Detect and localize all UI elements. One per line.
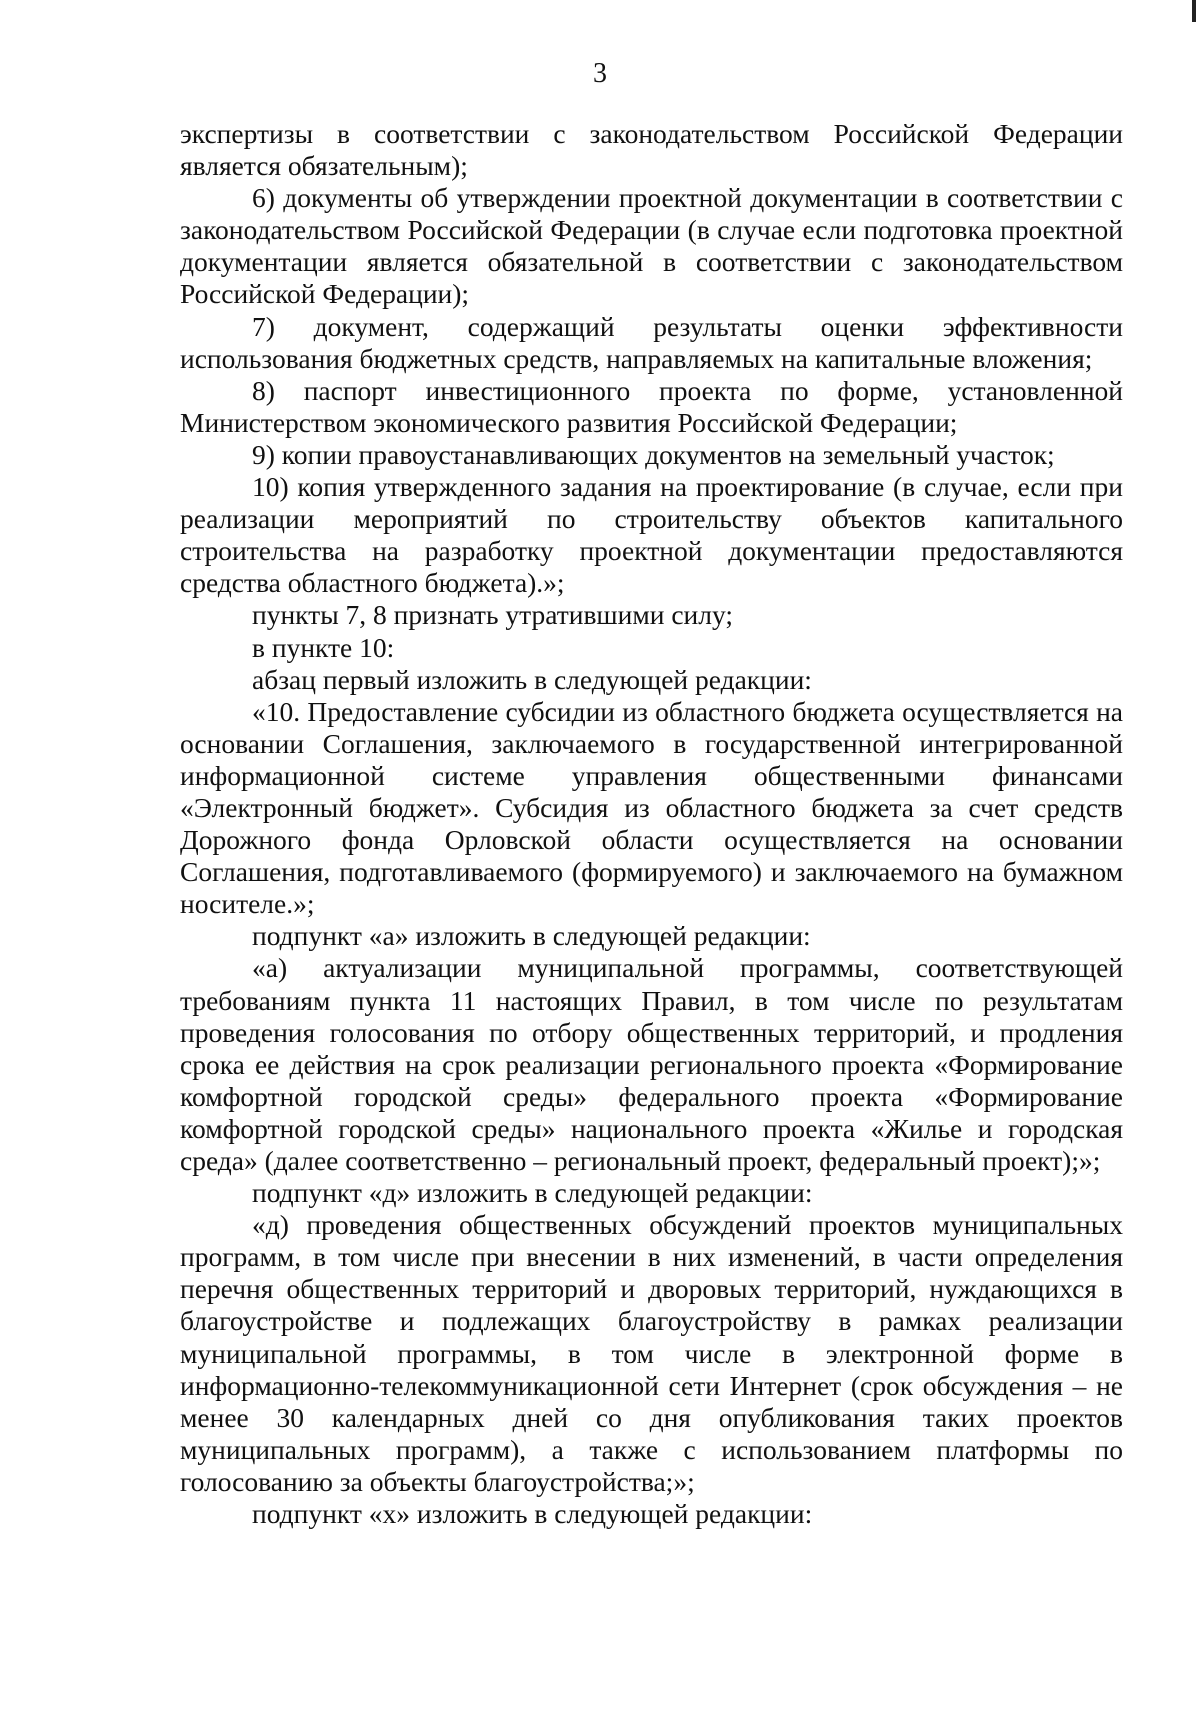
- paragraph-subpoint-a-text: «а) актуализации муниципальной программы, соответствующей требованиям пункта 11 настоящих Правил, в том числе по результатам проведения голосования по отбору общественных территорий, и продления срока ее действия на срок реализации регионального проекта «Формирование комфортной городской среды» федерального проекта «Формирование комфортной городской среды» национального проекта «Жилье и городская среда» (далее соответственно – региональный проект, федеральный проект);»;: [180, 952, 1123, 1176]
- paragraph-points-repealed: пункты 7, 8 признать утратившими силу;: [252, 599, 733, 631]
- list-item-9: 9) копии правоустанавливающих документов на земельный участок;: [252, 438, 1055, 470]
- document-body: [180, 118, 1123, 1530]
- paragraph-subpoint-d-text: «д) проведения общественных обсуждений проектов муниципальных программ, в том числе при внесении в них изменений, в части определения перечня общественных территорий и дворовых территорий, нуждающихся в благоустройстве и подлежащих благоустройству в рамках реализации муниципальной программы, в том числе в электронной форме в информационно-телекоммуникационной сети Интернет (срок обсуждения – не менее 30 календарных дней со дня опубликования таких проектов муниципальных программ), а также с использованием платформы по голосованию за объекты благоустройства;»;: [180, 1209, 1123, 1497]
- paragraph-point-10-text: «10. Предоставление субсидии из областного бюджета осуществляется на основании Соглашения, заключаемого в государственной интегрированной информационной системе управления общественными финансами «Электронный бюджет». Субсидия из областного бюджета за счет средств Дорожного фонда Орловской области осуществляется на основании Соглашения, подготавливаемого (формируемого) и заключаемого на бумажном носителе.»;: [180, 695, 1123, 920]
- scan-edge-mark: [1192, 0, 1196, 22]
- paragraph-subpoint-d-intro: подпункт «д» изложить в следующей редакции:: [252, 1177, 813, 1209]
- list-item-6: 6) документы об утверждении проектной документации в соответствии с законодательством Российской Федерации (в случае если подготовка проектной документации является обязательной в соответствии с законодательством Российской Федерации);: [180, 182, 1123, 310]
- list-item-10: 10) копия утвержденного задания на проектирование (в случае, если при реализации мероприятий по строительству объектов капитального строительства на разработку проектной документации предоставляются средства областного бюджета).»;: [180, 471, 1123, 599]
- paragraph-subpoint-x-intro: подпункт «х» изложить в следующей редакции:: [252, 1498, 813, 1530]
- list-item-7: 7) документ, содержащий результаты оценки эффективности использования бюджетных средств, направляемых на капитальные вложения;: [180, 310, 1123, 374]
- paragraph-in-point-10: в пункте 10:: [252, 631, 395, 663]
- paragraph-first-paragraph: абзац первый изложить в следующей редакции:: [252, 663, 812, 695]
- paragraph-subpoint-a-intro: подпункт «а» изложить в следующей редакции:: [252, 920, 811, 952]
- list-item-8: 8) паспорт инвестиционного проекта по форме, установленной Министерством экономического развития Российской Федерации;: [180, 374, 1123, 438]
- paragraph-continuation: экспертизы в соответствии с законодательством Российской Федерации является обязательным);: [180, 118, 1123, 182]
- page-number: 3: [593, 58, 607, 89]
